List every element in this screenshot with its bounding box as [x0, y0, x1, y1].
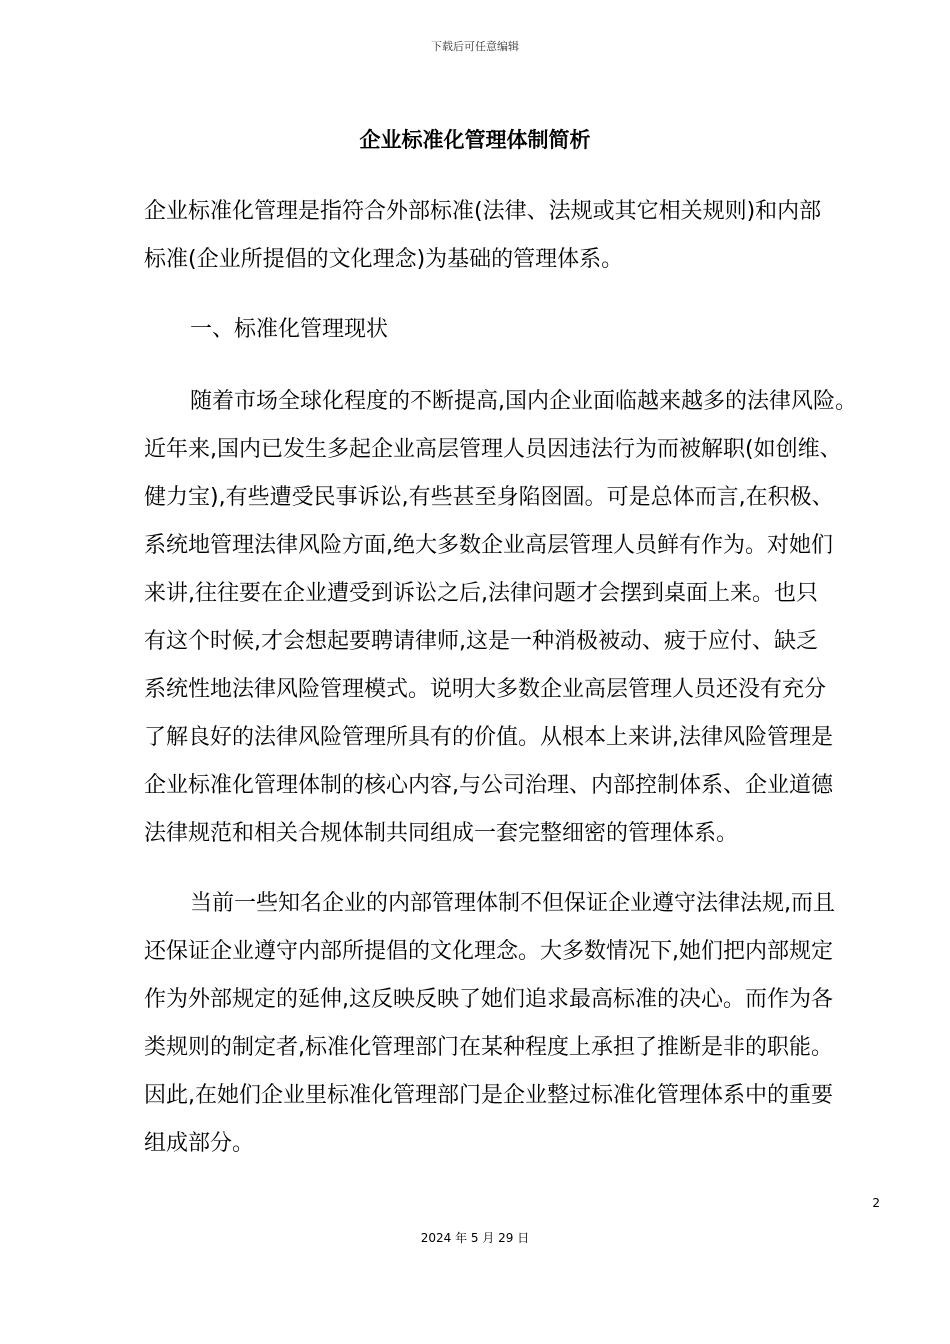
- paragraph-line: 作为外部规定的延伸,这反映反映了她们追求最高标准的决心。而作为各: [144, 987, 833, 1012]
- paragraph-2: [144, 880, 884, 1168]
- paragraph-line: 有这个时候,才会想起要聘请律师,这是一种消极被动、疲于应付、缺乏: [144, 629, 818, 654]
- paragraph-line: 系统地管理法律风险方面,绝大多数企业高层管理人员鲜有作为。对她们: [144, 533, 833, 558]
- intro-line: 企业标准化管理是指符合外部标准(法律、法规或其它相关规则)和内部: [144, 199, 822, 224]
- header-note: 下载后可任意编辑: [431, 40, 519, 53]
- section-heading-text: 一、标准化管理现状: [190, 317, 389, 342]
- paragraph-line: 系统性地法律风险管理模式。说明大多数企业高层管理人员还没有充分: [144, 677, 827, 702]
- section-heading: [144, 306, 884, 354]
- paragraph-line: 组成部分。: [144, 1131, 255, 1156]
- document-title: 企业标准化管理体制简析: [359, 128, 591, 152]
- paragraph-line: 当前一些知名企业的内部管理体制不但保证企业遵守法律法规,而且: [190, 891, 835, 916]
- paragraph-line: 随着市场全球化程度的不断提高,国内企业面临越来越多的法律风险。: [190, 389, 857, 414]
- paragraph-line: 还保证企业遵守内部所提倡的文化理念。大多数情况下,她们把内部规定: [144, 939, 833, 964]
- page-number: 2: [872, 1196, 880, 1210]
- paragraph-line: 法律规范和相关合规体制共同组成一套完整细密的管理体系。: [144, 821, 739, 846]
- paragraph-line: 了解良好的法律风险管理所具有的价值。从根本上来讲,法律风险管理是: [144, 725, 833, 750]
- paragraph-line: 健力宝),有些遭受民事诉讼,有些甚至身陷囹圄。可是总体而言,在积极、: [144, 485, 834, 510]
- paragraph-line: 来讲,往往要在企业遭受到诉讼之后,法律问题才会摆到桌面上来。也只: [144, 581, 818, 606]
- paragraph-line: 类规则的制定者,标准化管理部门在某种程度上承担了推断是非的职能。: [144, 1035, 833, 1060]
- paragraph-line: 近年来,国内已发生多起企业高层管理人员因违法行为而被解职(如创维、: [144, 437, 842, 462]
- intro-paragraph: [144, 188, 884, 284]
- paragraph-line: 企业标准化管理体制的核心内容,与公司治理、内部控制体系、企业道德: [144, 773, 833, 798]
- paragraph-1: [144, 378, 884, 858]
- footer-date: 2024 年 5 月 29 日: [420, 1231, 530, 1245]
- intro-line: 标准(企业所提倡的文化理念)为基础的管理体系。: [144, 247, 624, 272]
- paragraph-line: 因此,在她们企业里标准化管理部门是企业整过标准化管理体系中的重要: [144, 1083, 833, 1108]
